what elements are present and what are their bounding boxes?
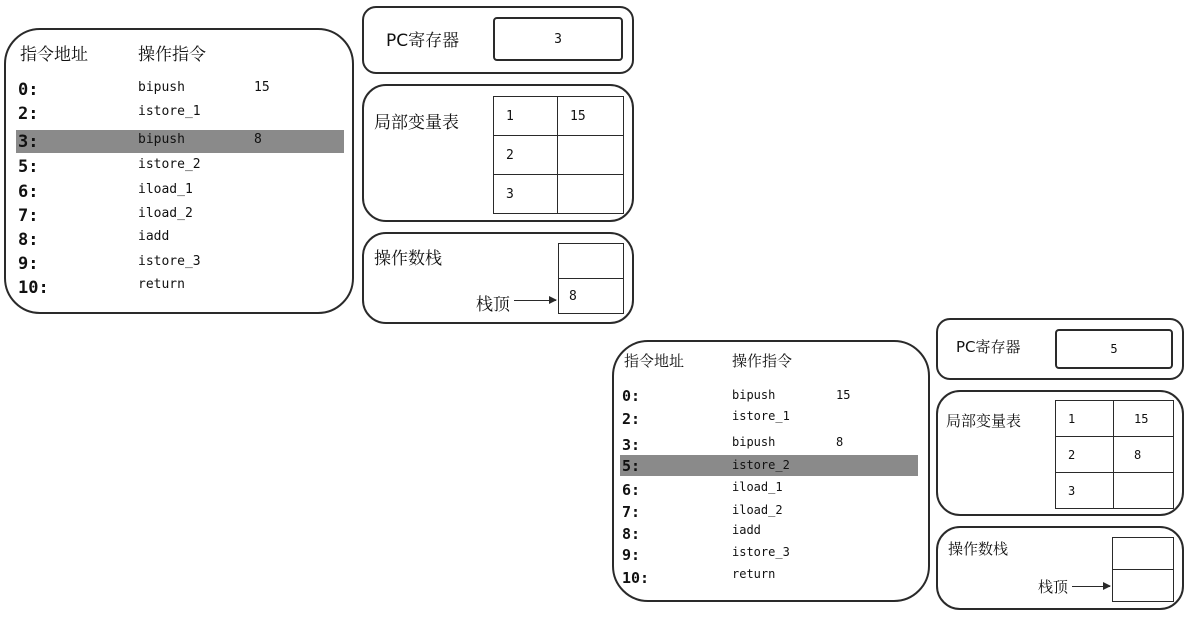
local-variable-index: 2 [494, 136, 558, 175]
instruction-op: iload_2 [138, 206, 193, 221]
instruction-address: 2: [18, 104, 39, 124]
pc-register-value: 5 [1055, 329, 1173, 369]
operand-stack-cell: 8 [559, 279, 623, 314]
local-variable-row [1056, 401, 1174, 437]
instruction-op: bipush [138, 132, 185, 147]
local-variable-table-label: 局部变量表 [374, 113, 459, 133]
local-variable-index: 2 [1056, 437, 1114, 473]
header-instruction-address: 指令地址 [624, 352, 685, 370]
local-variable-value: 8 [1114, 437, 1174, 473]
instruction-address: 8: [622, 525, 641, 543]
instruction-address: 10: [18, 278, 49, 298]
local-variable-table [1055, 400, 1174, 509]
instruction-op: iadd [138, 229, 170, 244]
instruction-op: iload_1 [732, 480, 783, 494]
instruction-address: 10: [622, 569, 650, 587]
instruction-arg: 8 [836, 435, 844, 449]
local-variable-value: 15 [558, 97, 624, 136]
instruction-op: return [138, 277, 185, 292]
instruction-arg: 15 [254, 80, 270, 95]
instruction-op: istore_3 [732, 545, 790, 559]
instruction-address: 5: [18, 157, 39, 177]
local-variable-row [1056, 473, 1174, 509]
instruction-op: istore_2 [732, 458, 790, 472]
local-variable-index: 3 [1056, 473, 1114, 509]
instruction-address: 5: [622, 457, 641, 475]
stack-top-arrow [1072, 586, 1110, 587]
operand-stack-cell [1113, 570, 1173, 602]
instruction-op: istore_1 [138, 104, 201, 119]
local-variable-index: 1 [1056, 401, 1114, 437]
stack-top-label: 栈顶 [1038, 578, 1069, 596]
instruction-op: istore_2 [138, 157, 201, 172]
instruction-op: iload_2 [732, 503, 783, 517]
instruction-op: bipush [732, 435, 776, 449]
pc-register-label: PC寄存器 [956, 338, 1021, 356]
instruction-address: 7: [622, 503, 641, 521]
operand-stack-cell [1113, 538, 1173, 570]
instruction-address: 0: [622, 387, 641, 405]
header-instruction-address: 指令地址 [20, 45, 88, 65]
local-variable-value: 15 [1114, 401, 1174, 437]
instruction-address: 9: [18, 254, 39, 274]
operand-stack-label: 操作数栈 [374, 249, 442, 269]
local-variable-row [1056, 437, 1174, 473]
instruction-arg: 8 [254, 132, 262, 147]
operand-stack [1112, 537, 1174, 602]
local-variable-index: 3 [494, 175, 558, 214]
instruction-address: 8: [18, 230, 39, 250]
pc-register-label: PC寄存器 [386, 31, 460, 51]
instruction-op: return [732, 567, 776, 581]
instruction-address: 3: [18, 132, 39, 152]
operand-stack-label: 操作数栈 [948, 540, 1009, 558]
instruction-arg: 15 [836, 388, 851, 402]
instruction-address: 2: [622, 410, 641, 428]
instruction-address: 7: [18, 206, 39, 226]
instruction-op: bipush [732, 388, 776, 402]
instruction-address: 0: [18, 80, 39, 100]
header-instruction: 操作指令 [732, 352, 793, 370]
local-variable-index: 1 [494, 97, 558, 136]
instruction-op: iadd [732, 523, 761, 537]
pc-register-value: 3 [493, 17, 623, 61]
instruction-op: iload_1 [138, 182, 193, 197]
local-variable-value [1114, 473, 1174, 509]
instruction-op: bipush [138, 80, 185, 95]
instruction-address: 6: [18, 182, 39, 202]
instruction-op: istore_3 [138, 254, 201, 269]
stack-top-label: 栈顶 [476, 295, 510, 315]
header-instruction: 操作指令 [138, 45, 206, 65]
instruction-address: 6: [622, 481, 641, 499]
instruction-address: 9: [622, 546, 641, 564]
instruction-address: 3: [622, 436, 641, 454]
instruction-op: istore_1 [732, 409, 790, 423]
local-variable-table-label: 局部变量表 [946, 412, 1022, 430]
